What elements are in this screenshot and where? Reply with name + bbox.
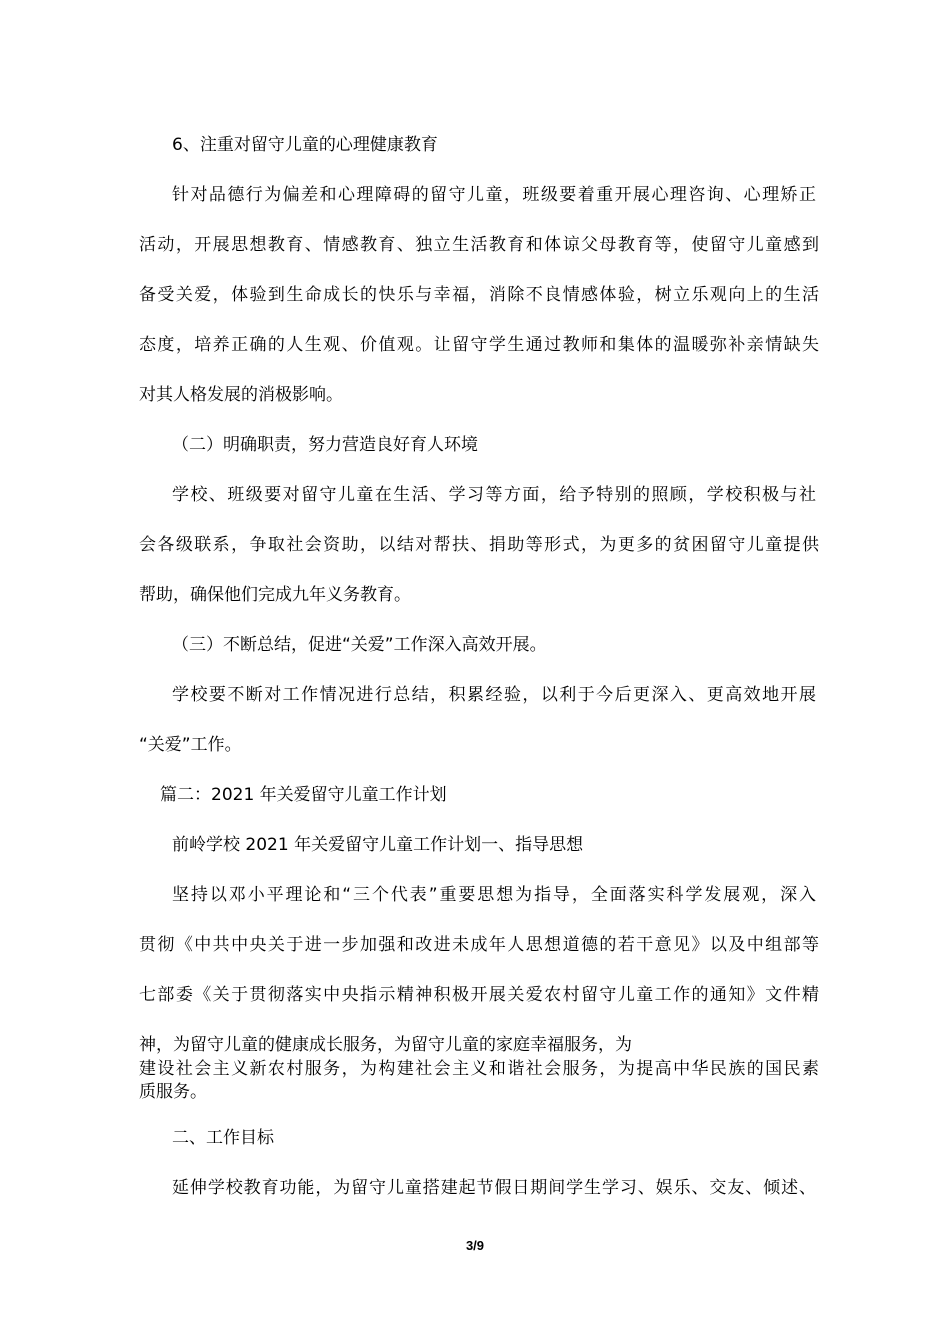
paragraph-line: 延伸学校教育功能，为留守儿童搭建起节假日期间学生学习、娱乐、交友、倾述、 [172,1178,816,1198]
article-title: 篇二：2021 年关爱留守儿童工作计划 [160,785,447,805]
paragraph-line: 帮助，确保他们完成九年义务教育。 [139,585,411,605]
paragraph-line: 贯彻《中共中央关于进一步加强和改进未成年人思想道德的若干意见》以及中组部等 [139,935,819,955]
paragraph-line: 质服务。 [139,1082,207,1102]
paragraph-line: 学校、班级要对留守儿童在生活、学习等方面，给予特别的照顾，学校积极与社 [172,485,816,505]
paragraph-line: 会各级联系，争取社会资助，以结对帮扶、捐助等形式，为更多的贫困留守儿童提供 [139,535,819,555]
page-number: 3/9 [465,1238,485,1253]
paragraph-line: 建设社会主义新农村服务，为构建社会主义和谐社会服务，为提高中华民族的国民素 [139,1059,819,1079]
paragraph-line: 学校要不断对工作情况进行总结，积累经验，以利于今后更深入、更高效地开展 [172,685,816,705]
section-heading: 二、工作目标 [172,1128,274,1148]
section-heading: （二）明确职责，努力营造良好育人环境 [172,435,478,455]
paragraph-line: 七部委《关于贯彻落实中央指示精神积极开展关爱农村留守儿童工作的通知》文件精 [139,985,819,1005]
paragraph-line: “关爱”工作。 [139,735,242,755]
paragraph-line: 活动，开展思想教育、情感教育、独立生活教育和体谅父母教育等，使留守儿童感到 [139,235,819,255]
paragraph-line: 对其人格发展的消极影响。 [139,385,343,405]
article-subtitle: 前岭学校 2021 年关爱留守儿童工作计划一、指导思想 [172,835,584,855]
paragraph-line: 坚持以邓小平理论和“三个代表”重要思想为指导，全面落实科学发展观，深入 [172,885,816,905]
paragraph-line: 针对品德行为偏差和心理障碍的留守儿童，班级要着重开展心理咨询、心理矫正 [172,185,816,205]
paragraph-line: 态度，培养正确的人生观、价值观。让留守学生通过教师和集体的温暖弥补亲情缺失 [139,335,819,355]
section-heading: 6、注重对留守儿童的心理健康教育 [172,135,438,155]
section-heading: （三）不断总结，促进“关爱”工作深入高效开展。 [172,635,547,655]
paragraph-line: 备受关爱，体验到生命成长的快乐与幸福，消除不良情感体验，树立乐观向上的生活 [139,285,819,305]
paragraph-line: 神，为留守儿童的健康成长服务，为留守儿童的家庭幸福服务，为 [139,1035,632,1055]
